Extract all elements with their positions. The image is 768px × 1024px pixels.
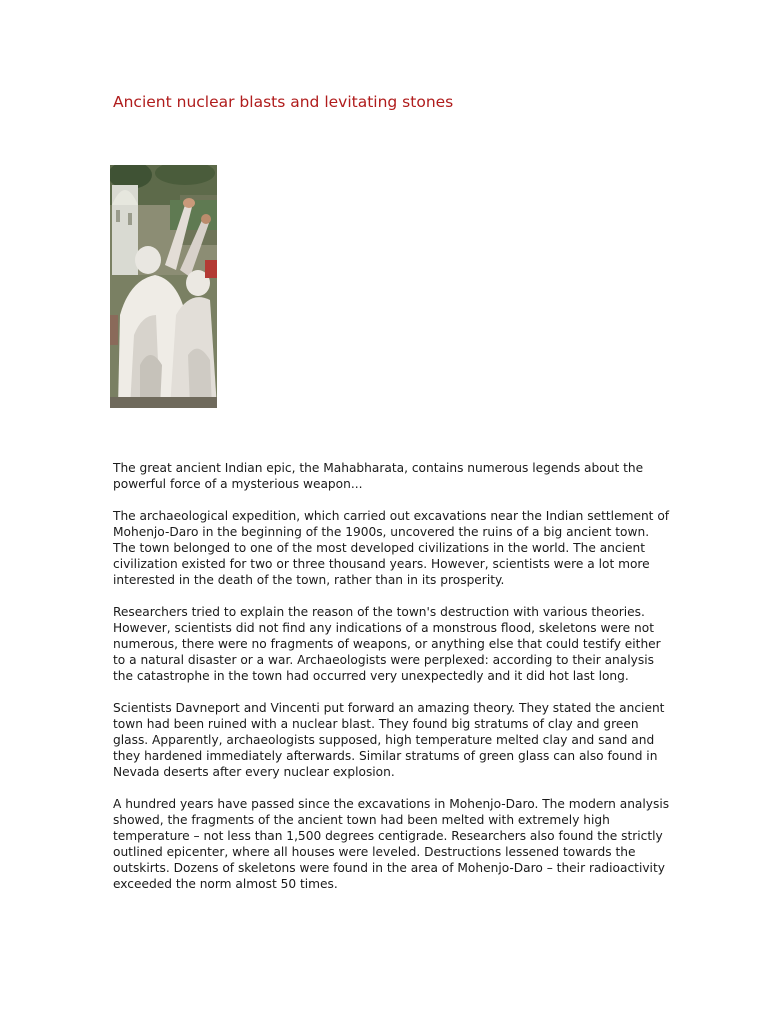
paragraph-2: The archaeological expedition, which carried out excavations near the Indian settlement of Mohenjo-Daro in the beginning of the 1900s, uncovered the ruins of a big ancient town. The town belonged to one of the most developed civilizations in the world. The ancient civilization existed for two or three thousand years. However, scientists were a lot more interested in the death of the town, rather than in its prosperity. [113,509,670,587]
paragraph-1: The great ancient Indian epic, the Mahabharata, contains numerous legends about the powerful force of a mysterious weapon... [113,461,644,491]
paragraph-3: Researchers tried to explain the reason of the town's destruction with various theories. However, scientists did not find any indications of a monstrous flood, skeletons were not numerous, there were no fragments of weapons, or anything else that could testify either to a natural disaster or a war. Archaeologists were perplexed: according to their analysis the catastrophe in the town had occurred very unexpectedly and it did hot last long. [113,605,661,683]
article-body [113,460,673,908]
paragraph-5: A hundred years have passed since the excavations in Mohenjo-Daro. The modern analysis showed, the fragments of the ancient town had been melted with extremely high temperature – not less than 1,500 degrees centigrade. Researchers also found the strictly outlined epicenter, where all houses were leveled. Destructions lessened towards the outskirts. Dozens of skeletons were found in the area of Mohenjo-Daro – their radioactivity exceeded the norm almost 50 times. [113,797,670,891]
article-photo [110,165,217,408]
paragraph-4: Scientists Davneport and Vincenti put forward an amazing theory. They stated the ancient town had been ruined with a nuclear blast. They found big stratums of clay and green glass. Apparently, archaeologists supposed, high temperature melted clay and sand and they hardened immediately afterwards. Similar stratums of green glass can also found in Nevada deserts after every nuclear explosion. [113,701,665,779]
article-title: Ancient nuclear blasts and levitating stones [113,93,454,111]
